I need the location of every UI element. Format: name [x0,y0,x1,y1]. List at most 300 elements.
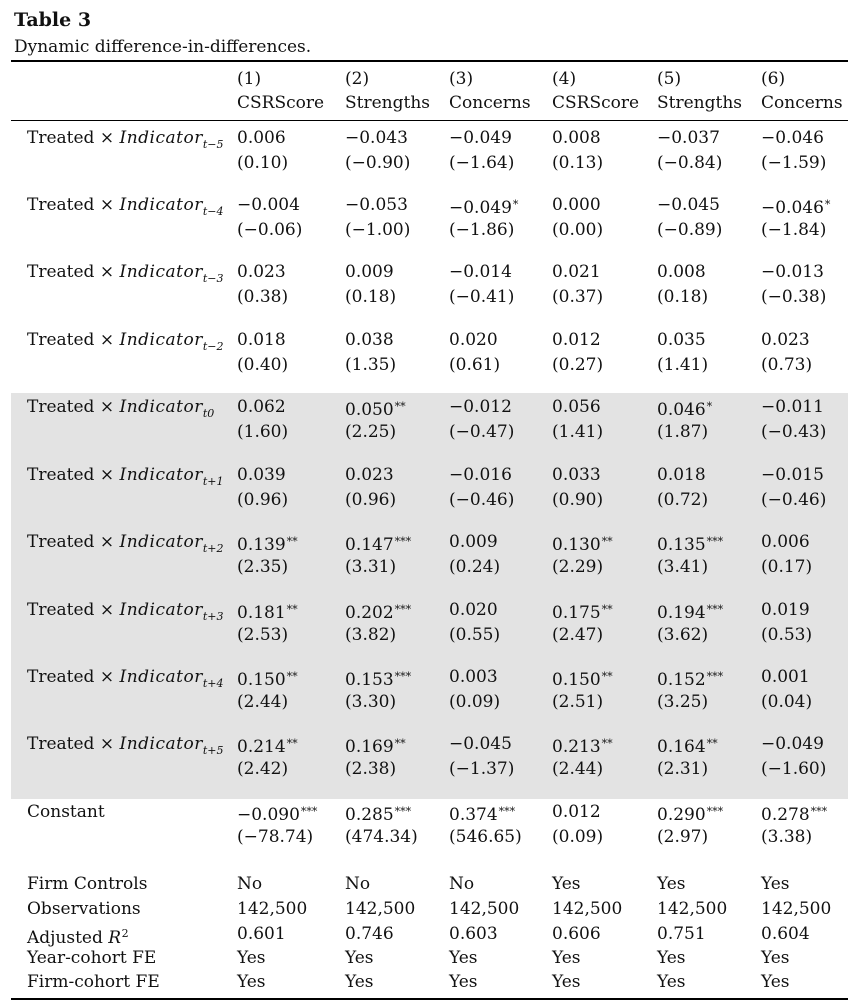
table-subtitle: Dynamic difference-in-differences. [14,37,312,57]
stat-value: 0.603 [449,924,498,944]
t-statistic-cell: (3.30) [345,692,397,712]
coefficient-value: 0.050 [345,400,394,420]
stat-value: 142,500 [345,899,416,919]
t-statistic-cell: (2.51) [552,692,604,712]
row-label-text: Treated [27,465,95,485]
significance-stars: * [512,198,519,211]
t-statistic-cell: (546.65) [449,827,522,847]
stat-value: Yes [552,874,581,894]
coefficient-cell [345,128,408,148]
coefficient-value: 0.130 [552,535,601,555]
coefficient-cell [761,532,810,552]
coefficient-cell [345,734,406,757]
coefficient-cell [345,600,411,623]
coefficient-value: 0.150 [237,670,286,690]
row-label-text: Treated [27,330,95,350]
coefficient-value: 0.001 [761,667,810,687]
coefficient-cell [449,397,512,417]
coefficient-cell [345,330,394,350]
table-title: Table 3 [14,9,92,31]
coefficient-cell [761,667,810,687]
coefficient-cell [657,397,712,420]
stat-value: 0.604 [761,924,810,944]
column-header: Strengths [345,93,430,113]
stat-value: 0.746 [345,924,394,944]
row-label-text: Treated [27,532,95,552]
row-label-variable: Indicator [119,532,203,552]
coefficient-cell [449,600,498,620]
significance-stars: *** [394,805,412,818]
coefficient-value: −0.045 [657,195,720,215]
column-number: (4) [552,69,577,89]
row-label-variable: Indicator [119,465,203,485]
t-statistic-cell: (2.38) [345,759,397,779]
significance-stars: *** [498,805,516,818]
t-statistic-cell: (−1.37) [449,759,515,779]
stat-label-text: Year-cohort FE [27,948,157,968]
coefficient-value: −0.049 [449,128,512,148]
coefficient-value: −0.016 [449,465,512,485]
coefficient-value: 0.285 [345,805,394,825]
coefficient-cell [657,128,720,148]
row-label [27,802,105,822]
t-statistic-cell: (−1.64) [449,153,515,173]
row-label-subscript: t−2 [202,340,224,353]
coefficient-cell [237,532,298,555]
row-label [27,667,223,694]
t-statistic-cell: (0.72) [657,490,709,510]
stat-value: Yes [761,948,790,968]
coefficient-cell [761,397,824,417]
t-statistic-cell: (3.82) [345,625,397,645]
column-header: CSRScore [237,93,325,113]
significance-stars: * [706,400,713,413]
column-number: (3) [449,69,474,89]
stat-value: 142,500 [761,899,832,919]
t-statistic-cell: (0.00) [552,220,604,240]
coefficient-value: 0.150 [552,670,601,690]
coefficient-value: 0.021 [552,262,601,282]
stat-value: No [345,874,371,894]
significance-stars: *** [706,805,724,818]
coefficient-cell [237,734,298,757]
coefficient-cell [345,465,394,485]
times-symbol: × [99,667,115,687]
t-statistic-cell: (2.44) [237,692,289,712]
top-rule [11,60,848,62]
coefficient-cell [552,465,601,485]
significance-stars: *** [394,670,412,683]
times-symbol: × [99,397,115,417]
stat-label-superscript: 2 [121,927,129,940]
coefficient-value: −0.090 [237,805,300,825]
column-header: Strengths [657,93,742,113]
coefficient-value: 0.135 [657,535,706,555]
coefficient-cell [449,262,512,282]
t-statistic-cell: (2.25) [345,422,397,442]
coefficient-cell [761,262,824,282]
row-label-text: Treated [27,734,95,754]
t-statistic-cell: (−1.60) [761,759,827,779]
row-label-subscript: t+1 [202,475,224,488]
coefficient-cell [761,465,824,485]
t-statistic-cell: (0.53) [761,625,813,645]
row-label-subscript: t+3 [202,610,224,623]
t-statistic-cell: (−0.90) [345,153,411,173]
coefficient-value: −0.046 [761,128,824,148]
significance-stars: * [824,198,831,211]
coefficient-value: 0.009 [345,262,394,282]
coefficient-value: 0.278 [761,805,810,825]
t-statistic-cell: (−0.84) [657,153,723,173]
coefficient-value: 0.008 [657,262,706,282]
coefficient-cell [657,734,718,757]
stat-label [27,924,129,948]
coefficient-value: −0.046 [761,198,824,218]
coefficient-cell [449,128,512,148]
significance-stars: ** [706,737,718,750]
stat-value: Yes [237,972,266,992]
coefficient-value: 0.056 [552,397,601,417]
coefficient-value: 0.023 [761,330,810,350]
coefficient-cell [552,195,601,215]
t-statistic-cell: (−0.43) [761,422,827,442]
coefficient-cell [657,465,706,485]
row-label [27,600,223,627]
significance-stars: *** [300,805,318,818]
stat-label-text: Observations [27,899,141,919]
coefficient-cell [449,667,498,687]
bottom-rule [11,998,848,1000]
row-label-subscript: t−3 [202,272,224,285]
coefficient-value: 0.214 [237,737,286,757]
t-statistic-cell: (1.60) [237,422,289,442]
t-statistic-cell: (0.13) [552,153,604,173]
coefficient-value: 0.012 [552,802,601,822]
stat-value: 0.751 [657,924,706,944]
coefficient-value: 0.374 [449,805,498,825]
coefficient-cell [552,734,613,757]
coefficient-value: 0.147 [345,535,394,555]
stat-value: Yes [552,948,581,968]
t-statistic-cell: (0.18) [345,287,397,307]
coefficient-cell [657,330,706,350]
coefficient-value: 0.175 [552,603,601,623]
column-number: (6) [761,69,786,89]
row-label-text: Treated [27,195,95,215]
coefficient-value: 0.018 [657,465,706,485]
coefficient-cell [657,600,723,623]
t-statistic-cell: (−0.47) [449,422,515,442]
t-statistic-cell: (0.27) [552,355,604,375]
coefficient-cell [761,600,810,620]
significance-stars: *** [706,535,724,548]
coefficient-cell [345,667,411,690]
coefficient-cell [552,802,601,822]
coefficient-cell [345,397,406,420]
coefficient-value: 0.194 [657,603,706,623]
coefficient-cell [237,262,286,282]
row-label-variable: Indicator [119,262,203,282]
coefficient-cell [449,195,518,218]
column-header: CSRScore [552,93,640,113]
significance-stars: ** [601,670,613,683]
stat-label-variable: R [108,928,122,948]
coefficient-value: 0.153 [345,670,394,690]
t-statistic-cell: (2.29) [552,557,604,577]
coefficient-value: 0.023 [237,262,286,282]
coefficient-value: 0.152 [657,670,706,690]
stat-value: Yes [345,972,374,992]
coefficient-value: 0.181 [237,603,286,623]
t-statistic-cell: (2.35) [237,557,289,577]
stat-value: Yes [657,874,686,894]
t-statistic-cell: (3.25) [657,692,709,712]
column-header: Concerns [449,93,531,113]
coefficient-cell [237,667,298,690]
significance-stars: *** [394,603,412,616]
significance-stars: *** [810,805,828,818]
row-label [27,128,223,155]
coefficient-cell [657,802,723,825]
coefficient-value: 0.169 [345,737,394,757]
stat-value: Yes [657,972,686,992]
coefficient-value: −0.014 [449,262,512,282]
coefficient-value: 0.018 [237,330,286,350]
stat-value: 142,500 [552,899,623,919]
t-statistic-cell: (−0.46) [449,490,515,510]
row-label-variable: Indicator [119,667,203,687]
coefficient-cell [237,397,286,417]
row-label-subscript: t−4 [202,205,224,218]
t-statistic-cell: (1.41) [552,422,604,442]
stat-label [27,948,156,968]
t-statistic-cell: (0.90) [552,490,604,510]
stat-value: No [237,874,263,894]
t-statistic-cell: (3.62) [657,625,709,645]
significance-stars: *** [706,670,724,683]
times-symbol: × [99,532,115,552]
row-label [27,397,214,424]
coefficient-cell [449,330,498,350]
coefficient-value: 0.139 [237,535,286,555]
coefficient-cell [552,397,601,417]
coefficient-cell [552,600,613,623]
coefficient-value: −0.053 [345,195,408,215]
coefficient-cell [449,532,498,552]
coefficient-value: −0.045 [449,734,512,754]
coefficient-cell [237,600,298,623]
coefficient-value: 0.012 [552,330,601,350]
coefficient-value: 0.039 [237,465,286,485]
coefficient-value: −0.004 [237,195,300,215]
t-statistic-cell: (2.44) [552,759,604,779]
row-label [27,262,223,289]
coefficient-cell [449,465,512,485]
stat-value: 0.601 [237,924,286,944]
coefficient-value: 0.164 [657,737,706,757]
coefficient-cell [237,128,286,148]
t-statistic-cell: (−1.59) [761,153,827,173]
header-rule [11,120,848,121]
times-symbol: × [99,465,115,485]
stat-value: 0.606 [552,924,601,944]
row-label-subscript: t+4 [202,677,224,690]
t-statistic-cell: (−0.89) [657,220,723,240]
t-statistic-cell: (2.47) [552,625,604,645]
column-number: (2) [345,69,370,89]
column-number: (5) [657,69,682,89]
t-statistic-cell: (−0.38) [761,287,827,307]
coefficient-cell [449,734,512,754]
coefficient-value: −0.049 [761,734,824,754]
coefficient-cell [657,195,720,215]
coefficient-cell [761,128,824,148]
t-statistic-cell: (3.38) [761,827,813,847]
t-statistic-cell: (−0.06) [237,220,303,240]
coefficient-value: −0.015 [761,465,824,485]
t-statistic-cell: (0.37) [552,287,604,307]
t-statistic-cell: (474.34) [345,827,418,847]
coefficient-cell [657,667,723,690]
coefficient-value: 0.046 [657,400,706,420]
coefficient-cell [345,262,394,282]
coefficient-cell [237,465,286,485]
coefficient-value: −0.049 [449,198,512,218]
stat-label [27,874,147,894]
coefficient-cell [449,802,515,825]
row-label-text: Treated [27,600,95,620]
stat-value: Yes [345,948,374,968]
row-label [27,330,223,357]
column-header: Concerns [761,93,843,113]
t-statistic-cell: (0.38) [237,287,289,307]
row-label-text: Treated [27,262,95,282]
row-label-variable: Indicator [119,195,203,215]
coefficient-value: 0.006 [237,128,286,148]
t-statistic-cell: (1.87) [657,422,709,442]
t-statistic-cell: (0.10) [237,153,289,173]
row-label-text: Treated [27,397,95,417]
row-label-variable: Indicator [119,397,203,417]
coefficient-value: 0.023 [345,465,394,485]
significance-stars: ** [286,603,298,616]
t-statistic-cell: (1.35) [345,355,397,375]
times-symbol: × [99,128,115,148]
row-label-text: Treated [27,667,95,687]
stat-label [27,972,160,992]
row-label-subscript: t+2 [202,542,224,555]
row-label [27,532,223,559]
coefficient-cell [761,802,827,825]
coefficient-value: 0.020 [449,330,498,350]
coefficient-cell [552,262,601,282]
t-statistic-cell: (0.18) [657,287,709,307]
t-statistic-cell: (2.42) [237,759,289,779]
row-label [27,734,223,761]
stat-value: No [449,874,475,894]
t-statistic-cell: (0.96) [345,490,397,510]
t-statistic-cell: (2.97) [657,827,709,847]
row-label-variable: Indicator [119,600,203,620]
t-statistic-cell: (−0.46) [761,490,827,510]
coefficient-cell [761,195,830,218]
coefficient-value: 0.202 [345,603,394,623]
stat-value: Yes [237,948,266,968]
coefficient-value: −0.037 [657,128,720,148]
coefficient-cell [761,734,824,754]
t-statistic-cell: (0.24) [449,557,501,577]
coefficient-value: 0.008 [552,128,601,148]
t-statistic-cell: (0.55) [449,625,501,645]
t-statistic-cell: (2.31) [657,759,709,779]
stat-label-text: Firm-cohort FE [27,972,160,992]
coefficient-value: −0.012 [449,397,512,417]
coefficient-cell [657,532,723,555]
coefficient-value: 0.019 [761,600,810,620]
coefficient-value: 0.006 [761,532,810,552]
coefficient-cell [345,802,411,825]
coefficient-cell [761,330,810,350]
stat-value: Yes [449,948,478,968]
t-statistic-cell: (3.41) [657,557,709,577]
coefficient-value: 0.062 [237,397,286,417]
significance-stars: ** [286,670,298,683]
stat-value: Yes [552,972,581,992]
coefficient-value: 0.009 [449,532,498,552]
stat-value: Yes [657,948,686,968]
t-statistic-cell: (0.96) [237,490,289,510]
coefficient-cell [237,330,286,350]
coefficient-cell [552,330,601,350]
row-label-variable: Indicator [119,330,203,350]
t-statistic-cell: (0.61) [449,355,501,375]
t-statistic-cell: (−1.86) [449,220,515,240]
coefficient-cell [552,667,613,690]
coefficient-cell [237,802,317,825]
significance-stars: *** [394,535,412,548]
significance-stars: ** [601,603,613,616]
significance-stars: ** [286,737,298,750]
coefficient-cell [552,532,613,555]
row-label-text: Constant [27,802,105,822]
t-statistic-cell: (0.17) [761,557,813,577]
coefficient-cell [657,262,706,282]
row-label-variable: Indicator [119,128,203,148]
coefficient-cell [345,195,408,215]
stat-value: 142,500 [449,899,520,919]
t-statistic-cell: (−78.74) [237,827,314,847]
t-statistic-cell: (0.09) [449,692,501,712]
row-label [27,465,223,492]
significance-stars: ** [394,400,406,413]
t-statistic-cell: (−0.41) [449,287,515,307]
row-label-text: Treated [27,128,95,148]
column-number: (1) [237,69,262,89]
times-symbol: × [99,262,115,282]
t-statistic-cell: (−1.84) [761,220,827,240]
stat-value: 142,500 [237,899,308,919]
stat-label [27,899,141,919]
coefficient-cell [345,532,411,555]
stat-value: Yes [761,972,790,992]
t-statistic-cell: (0.04) [761,692,813,712]
significance-stars: ** [394,737,406,750]
times-symbol: × [99,330,115,350]
stat-value: 142,500 [657,899,728,919]
t-statistic-cell: (3.31) [345,557,397,577]
stat-value: Yes [761,874,790,894]
